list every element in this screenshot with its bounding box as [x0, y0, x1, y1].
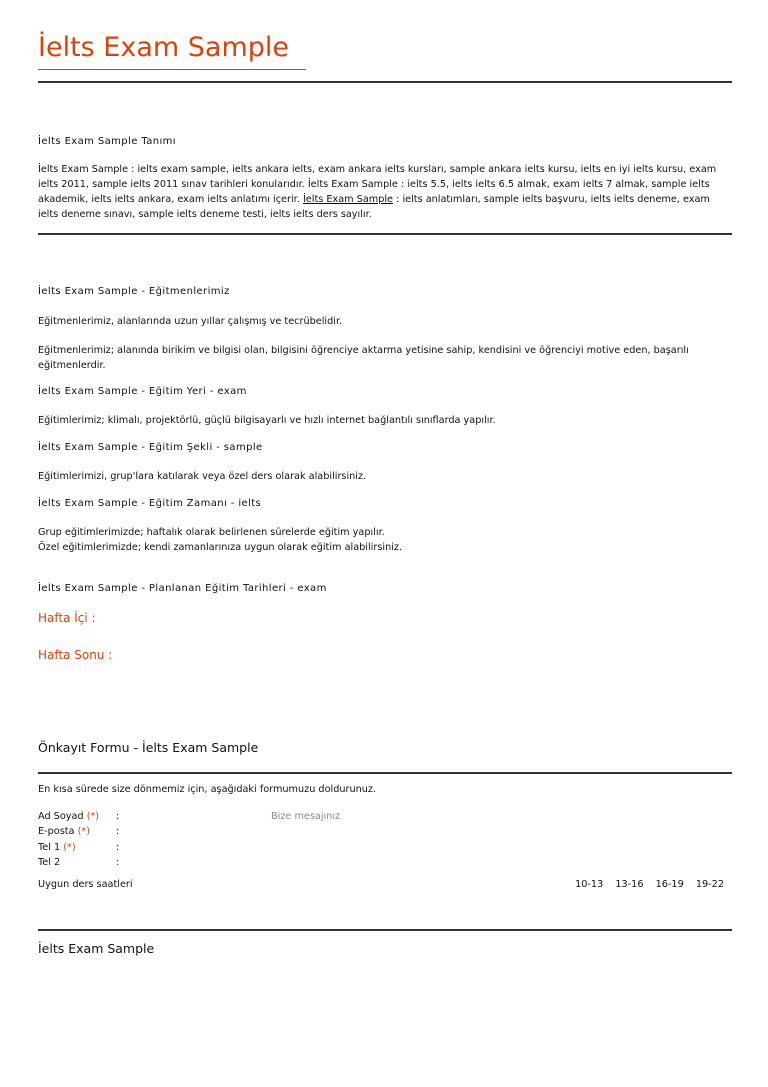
- intro-paragraph: [38, 162, 732, 222]
- slot-option[interactable]: 16-19: [655, 879, 684, 890]
- divider: [38, 233, 732, 235]
- page-title: İelts Exam Sample: [38, 32, 290, 63]
- intro-text-after: : ielts anlatımları, sample ielts başvuru, ielts ielts deneme, exam ielts deneme sınavı, sample ielts deneme testi, ielts ielts ders sayılır.: [38, 194, 710, 220]
- format-heading: İelts Exam Sample - Eğitim Şekli - sample: [38, 442, 263, 453]
- weekend-label: Hafta Sonu :: [38, 648, 113, 662]
- email-colon: :: [116, 826, 120, 837]
- time-slots: [566, 879, 724, 890]
- location-paragraph: Eğitimlerimiz; klimalı, projektörlü, güçlü bilgisayarlı ve hızlı internet bağlantılı sınıflarda yapılır.: [38, 415, 496, 426]
- intro-heading: İelts Exam Sample Tanımı: [38, 136, 176, 147]
- timing-heading: İelts Exam Sample - Eğitim Zamanı - ielts: [38, 498, 262, 509]
- email-field-label[interactable]: [38, 826, 90, 837]
- weekdays-label: Hafta İçi :: [38, 611, 96, 625]
- slot-option[interactable]: 19-22: [695, 879, 724, 890]
- email-label-text: E-posta: [38, 826, 75, 837]
- slot-option[interactable]: 10-13: [575, 879, 604, 890]
- timing-line2: Özel eğitimlerimizde; kendi zamanlarınıza uygun olarak eğitim alabilirsiniz.: [38, 542, 403, 553]
- hours-label: Uygun ders saatleri: [38, 879, 133, 890]
- tel1-label-text: Tel 1: [38, 842, 61, 853]
- name-label-text: Ad Soyad: [38, 811, 84, 822]
- required-mark: (*): [63, 842, 76, 853]
- tel2-field-label[interactable]: [38, 857, 60, 868]
- location-heading: İelts Exam Sample - Eğitim Yeri - exam: [38, 386, 247, 397]
- instructors-heading: İelts Exam Sample - Eğitmenlerimiz: [38, 286, 230, 297]
- instructors-p1: Eğitmenlerimiz, alanlarında uzun yıllar çalışmış ve tecrübelidir.: [38, 316, 343, 327]
- footer-title: İelts Exam Sample: [38, 941, 155, 956]
- divider: [38, 772, 732, 774]
- tel2-label-text: Tel 2: [38, 857, 61, 868]
- slot-option[interactable]: 13-16: [615, 879, 644, 890]
- schedule-heading: İelts Exam Sample - Planlanan Eğitim Tarihleri - exam: [38, 583, 327, 594]
- title-underline: [38, 69, 306, 70]
- required-mark: (*): [77, 826, 90, 837]
- timing-line1: Grup eğitimlerimizde; haftalık olarak belirlenen sürelerde eğitim yapılır.: [38, 527, 385, 538]
- tel2-colon: :: [116, 857, 120, 868]
- required-mark: (*): [86, 811, 100, 822]
- message-field[interactable]: Bize mesajınız: [271, 811, 341, 822]
- intro-link[interactable]: İelts Exam Sample: [302, 194, 394, 205]
- form-intro: En kısa sürede size dönmemiz için, aşağıdaki formumuzu doldurunuz.: [38, 784, 377, 795]
- name-colon: :: [116, 811, 120, 822]
- form-heading: Önkayıt Formu - İelts Exam Sample: [38, 740, 259, 755]
- intro-text-before: İelts Exam Sample : ielts exam sample, ielts ankara ielts, exam ankara ielts kursları, sample ankara ielts kursu, ielts en iyi ielts kursu, exam ielts 2011, sample ielts 2011 sınav tarihleri konularıdır. İelts Exam Sample : ielts 5.5, ielts ielts 6.5 almak, exam ielts 7 almak, sample ielts akademik, ielts ielts ankara, exam ielts anlatımı içerir.: [38, 164, 717, 205]
- format-paragraph: Eğitimlerimizi, grup'lara katılarak veya özel ders olarak alabilirsiniz.: [38, 471, 367, 482]
- tel1-field-label[interactable]: [38, 842, 76, 853]
- tel1-colon: :: [116, 842, 120, 853]
- name-field-label[interactable]: [38, 811, 99, 822]
- instructors-p2: Eğitmenlerimiz; alanında birikim ve bilgisi olan, bilgisini öğrenciye aktarma yetisine sahip, kendisini ve öğrenciyi motive eden, başarılı eğitmenlerdir.: [38, 345, 689, 371]
- divider: [38, 929, 732, 931]
- divider: [38, 81, 732, 83]
